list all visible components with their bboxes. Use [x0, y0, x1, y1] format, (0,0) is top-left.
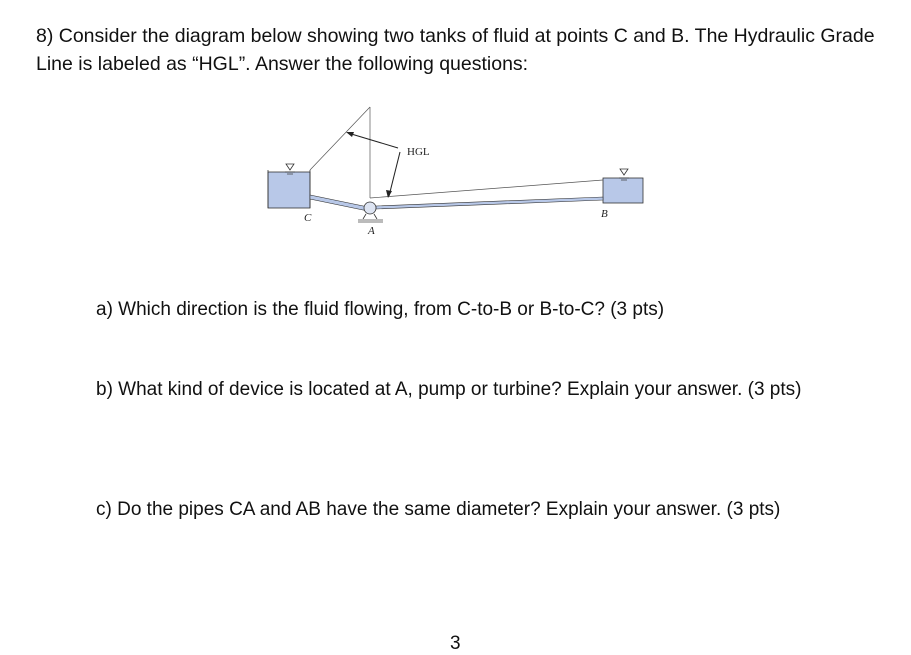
tank-c-label: C: [304, 212, 312, 224]
water-level-icon-c: [286, 164, 294, 170]
sub-question-c: c) Do the pipes CA and AB have the same diameter? Explain your answer. (3 pts): [96, 499, 781, 520]
sub-question-b: b) What kind of device is located at A, pump or turbine? Explain your answer. (3 pts): [96, 379, 802, 400]
pipe-ca: [310, 195, 368, 211]
hgl-label: HGL: [407, 146, 430, 158]
tank-b-label: B: [601, 208, 608, 220]
hgl-diagram: [260, 100, 650, 240]
page-number: 3: [450, 633, 461, 654]
device-a-label: A: [368, 225, 375, 237]
tank-c-water: [268, 172, 310, 208]
pipe-ab: [376, 197, 603, 209]
tank-b-water: [603, 178, 643, 203]
question-prompt: 8) Consider the diagram below showing two tanks of fluid at points C and B. The Hydraulic Grade Line is labeled as “HGL”. Answer the following questions:: [36, 25, 875, 75]
sub-question-a: a) Which direction is the fluid flowing, from C-to-B or B-to-C? (3 pts): [96, 299, 665, 320]
water-level-icon-b: [620, 169, 628, 175]
device-a: [364, 202, 376, 214]
